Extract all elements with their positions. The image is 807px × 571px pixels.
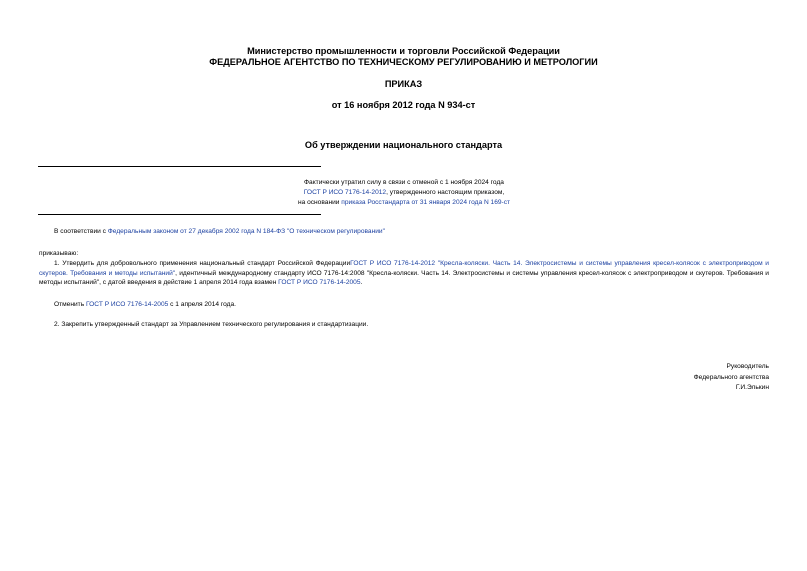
gost-2005-cancel-link[interactable]: ГОСТ Р ИСО 7176-14-2005: [85, 301, 169, 308]
basis-paragraph: [39, 227, 769, 237]
ministry-title: Министерство промышленности и торговли Российской Федерации: [247, 46, 560, 56]
agency-title: ФЕДЕРАЛЬНОЕ АГЕНТСТВО ПО ТЕХНИЧЕСКОМУ РЕГУЛИРОВАНИЮ И МЕТРОЛОГИИ: [209, 57, 598, 67]
signature-agency: Федерального агентства: [693, 374, 769, 381]
order-heading: ПРИКАЗ: [384, 79, 423, 89]
item-1-paragraph: [39, 259, 769, 288]
status-note-line-1: Фактически утратил силу в связи с отменой с 1 ноября 2024 года: [304, 179, 504, 186]
note-divider-bottom: [38, 214, 321, 215]
order-date: от 16 ноября 2012 года N 934-ст: [331, 100, 476, 110]
order-word: приказываю:: [39, 250, 79, 257]
signature-name: Г.И.Элькин: [735, 384, 769, 391]
status-note-line-3: [200, 198, 608, 208]
status-note-line-2-text: , утвержденного настоящим приказом,: [386, 189, 505, 196]
item-1-text-b: , идентичный международному стандарту ИСО 7176-14:2008 "Кресла-коляски. Часть 14. Электросистемы и системы управления кресел-колясок с электроприводом и скутеров. Требования и методы испытаний", с датой введения в действие 1 апреля 2014 года взамен: [39, 269, 769, 286]
item-1-text-a: 1. Утвердить для добровольного применения национальный стандарт Российской Федерации: [54, 260, 351, 267]
rosstandart-order-link[interactable]: приказа Росстандарта от 31 января 2024 года N 169-ст: [341, 199, 511, 206]
item-2-paragraph: 2. Закрепить утвержденный стандарт за Управлением технического регулирования и стандартизации.: [54, 321, 369, 328]
federal-law-link[interactable]: Федеральным законом от 27 декабря 2002 года N 184-ФЗ "О техническом регулировании": [107, 228, 385, 235]
gost-2005-link[interactable]: ГОСТ Р ИСО 7176-14-2005: [278, 279, 361, 286]
cancel-paragraph: [39, 300, 769, 310]
status-note-line-2: [200, 188, 608, 198]
gost-2012-link[interactable]: ГОСТ Р ИСО 7176-14-2012: [303, 189, 387, 196]
status-note-line-3-text: на основании: [297, 199, 342, 206]
order-subject: Об утверждении национального стандарта: [304, 140, 503, 150]
cancel-text-a: Отменить: [54, 301, 86, 308]
item-1-text-c: .: [360, 279, 363, 286]
gost-2012-full-link[interactable]: ГОСТ Р ИСО 7176-14-2012 "Кресла-коляски. Часть 14. Электросистемы и системы управления кресел-колясок с электроприводом и скутеров. Требования и методы испытаний": [39, 260, 769, 277]
signature-position: Руководитель: [726, 363, 769, 370]
cancel-text-b: с 1 апреля 2014 года.: [168, 301, 237, 308]
note-divider-top: [38, 166, 321, 167]
basis-text: В соответствии с: [54, 228, 108, 235]
